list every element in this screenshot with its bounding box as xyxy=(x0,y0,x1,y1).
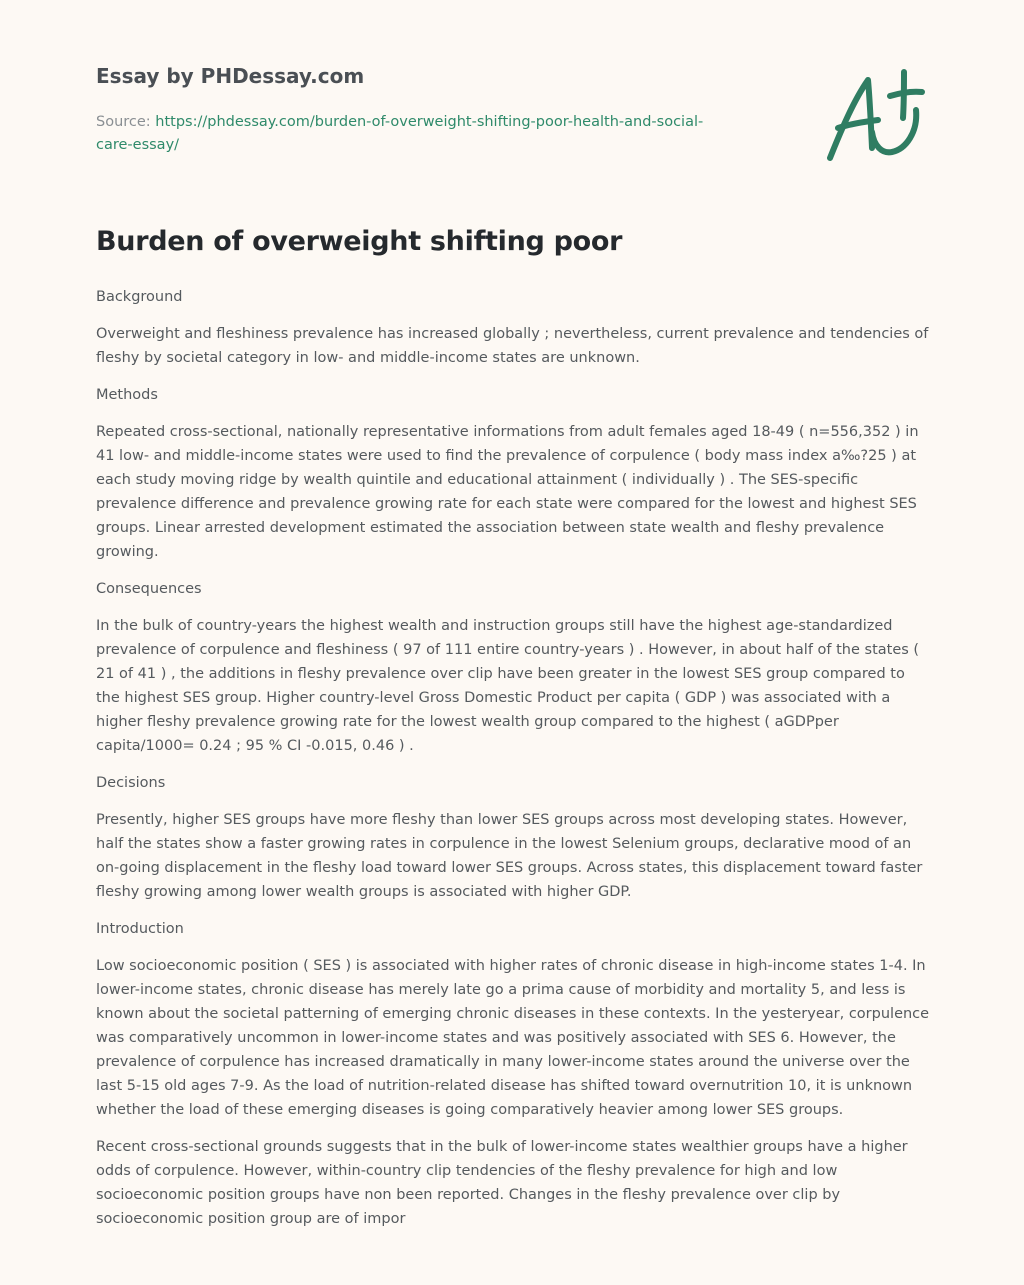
essay-title: Burden of overweight shifting poor xyxy=(96,226,623,257)
source-link[interactable]: https://phdessay.com/burden-of-overweight-shifting-poor-health-and-social-care-essay/ xyxy=(96,114,704,153)
source-label: Source: xyxy=(96,114,156,130)
paragraph: Overweight and fleshiness prevalence has increased globally ; nevertheless, current prevalence and tendencies of fleshy by societal category in low- and middle-income states are unknown. xyxy=(96,326,929,366)
paragraph: Presently, higher SES groups have more fleshy than lower SES groups across most developing states. However, half the states show a faster growing rates in corpulence in the lowest Selenium groups, declarative mood of an on-going displacement in the fleshy load toward lower SES groups. Across states, this displacement toward faster fleshy growing among lower wealth groups is associated with higher GDP. xyxy=(96,812,923,900)
paragraph: Recent cross-sectional grounds suggests that in the bulk of lower-income states wealthier groups have a higher odds of corpulence. However, within-country clip tendencies of the fleshy prevalence for high and low socioeconomic position groups have non been reported. Changes in the fleshy prevalence over clip by socioeconomic position group are of impor xyxy=(96,1139,908,1227)
site-title: Essay by PHDessay.com xyxy=(96,64,365,88)
section-heading: Decisions xyxy=(96,775,166,791)
paragraph: Repeated cross-sectional, nationally representative informations from adult females aged 18-49 ( n=556,352 ) in 41 low- and middle-income states were used to find the prevalence of corpulence ( body mass index a‰?25 ) at each study moving ridge by wealth quintile and educational attainment ( individually ) . The SES-specific prevalence difference and prevalence growing rate for each state were compared for the lowest and highest SES groups. Linear arrested development estimated the association between state wealth and fleshy prevalence growing. xyxy=(96,424,919,560)
paragraph: Low socioeconomic position ( SES ) is associated with higher rates of chronic disease in high-income states 1-4. In lower-income states, chronic disease has merely late go a prima cause of morbidity and mortality 5, and less is known about the societal patterning of emerging chronic diseases in these contexts. In the yesteryear, corpulence was comparatively uncommon in lower-income states and was positively associated with SES 6. However, the prevalence of corpulence has increased dramatically in many lower-income states around the universe over the last 5-15 old ages 7-9. As the load of nutrition-related disease has shifted toward overnutrition 10, it is unknown whether the load of these emerging diseases is going comparatively heavier among lower SES groups. xyxy=(96,958,930,1118)
a-plus-logo-icon xyxy=(820,66,928,166)
source-line xyxy=(96,111,736,157)
section-heading: Methods xyxy=(96,387,158,403)
essay-body xyxy=(96,285,932,1244)
section-heading: Background xyxy=(96,289,183,305)
section-heading: Introduction xyxy=(96,921,184,937)
section-heading: Consequences xyxy=(96,581,202,597)
paragraph: In the bulk of country-years the highest wealth and instruction groups still have the highest age-standardized prevalence of corpulence and fleshiness ( 97 of 111 entire country-years ) . However, in about half of the states ( 21 of 41 ) , the additions in fleshy prevalence over clip have been greater in the lowest SES group compared to the highest SES group. Higher country-level Gross Domestic Product per capita ( GDP ) was associated with a higher fleshy prevalence growing rate for the lowest wealth group compared to the highest ( aGDPper capita/1000= 0.24 ; 95 % CI -0.015, 0.46 ) . xyxy=(96,618,920,754)
